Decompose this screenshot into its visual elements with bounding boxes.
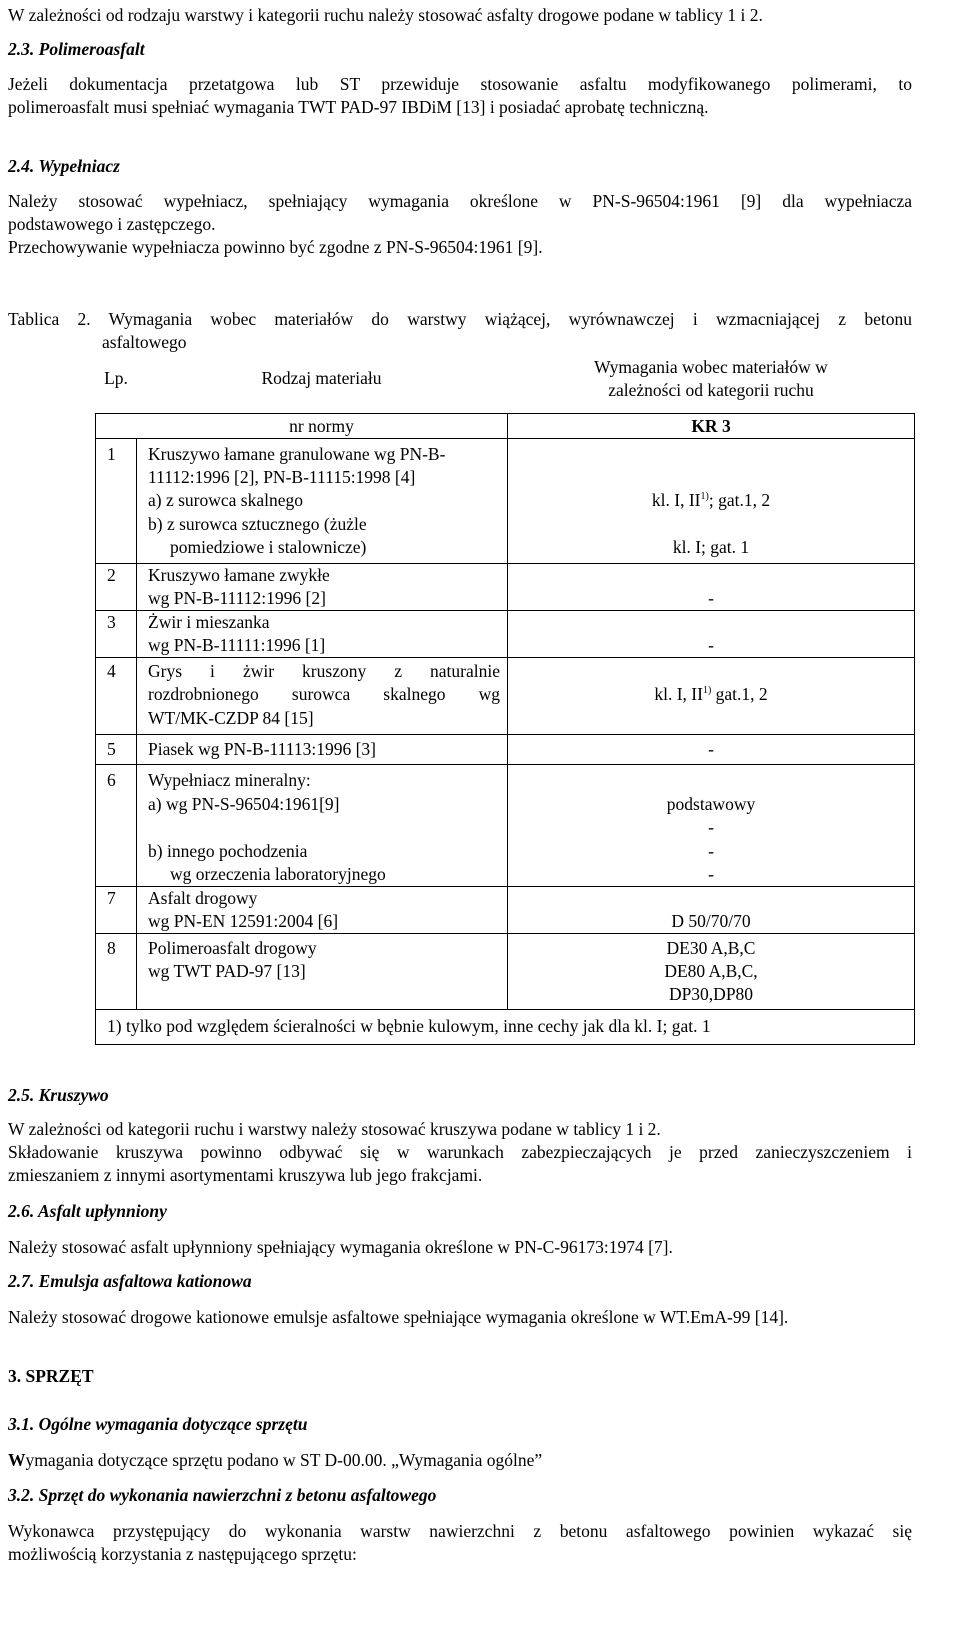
- row-6-value-1: podstawowy: [666, 794, 756, 814]
- section-3-1-heading: [8, 1413, 307, 1436]
- section-2-3-title: Polimeroasfalt: [38, 39, 145, 59]
- section-2-3-heading: [8, 38, 145, 61]
- row-8-number: 8: [107, 938, 116, 958]
- footnote-marker: 1): [702, 685, 712, 697]
- table-rule: [95, 413, 915, 414]
- table-rule: [95, 734, 915, 735]
- table-rule: [95, 1044, 915, 1045]
- row-4-material-line1: Grys i żwir kruszony z naturalnie: [148, 661, 500, 681]
- row-7-value: D 50/70/70: [671, 911, 751, 931]
- row-8-value-1: DE30 A,B,C: [666, 938, 756, 958]
- section-3-1-paragraph: [8, 1449, 542, 1472]
- row-3-material-line2: wg PN-B-11111:1996 [1]: [148, 635, 326, 655]
- section-3-1-paragraph-text: ymagania dotyczące sprzętu podano w ST D-00.00. „Wymagania ogólne”: [25, 1450, 543, 1470]
- row-3-value: -: [708, 635, 714, 655]
- section-2-5-paragraph-line1: W zależności od kategorii ruchu i warstwy należy stosować kruszywa podane w tablicy 1 i 2.: [8, 1119, 661, 1139]
- row-1-value-b: kl. I; gat. 1: [672, 537, 750, 557]
- row-5-material-line1: Piasek wg PN-B-11113:1996 [3]: [148, 739, 376, 759]
- section-2-5-paragraph-line2: Składowanie kruszywa powinno odbywać się w warunkach zabezpieczających je przed zanieczyszczeniem i: [8, 1142, 912, 1162]
- row-1-material-line5: pomiedziowe i stalownicze): [170, 537, 367, 557]
- row-6-value-4: -: [708, 864, 714, 884]
- header-requirements-line2: zależności od kategorii ruchu: [608, 380, 814, 400]
- table-footnote: 1) tylko pod względem ścieralności w bębnie kulowym, inne cechy jak dla kl. I; gat. 1: [107, 1016, 711, 1036]
- section-3-1-title: Ogólne wymagania dotyczące sprzętu: [38, 1414, 308, 1434]
- section-2-5-heading: [8, 1084, 109, 1107]
- row-4-value-rest: gat.1, 2: [711, 684, 768, 704]
- section-3-2-title: Sprzęt do wykonania nawierzchni z betonu asfaltowego: [38, 1485, 437, 1505]
- section-2-3-paragraph-line1: Jeżeli dokumentacja przetatgowa lub ST przewiduje stosowanie asfaltu modyfikowanego polimerami, to: [8, 74, 912, 94]
- row-1-material-line3: a) z surowca skalnego: [148, 490, 304, 510]
- section-2-5-title: Kruszywo: [38, 1085, 109, 1105]
- row-4-value: [507, 683, 915, 706]
- row-7-material-line1: Asfalt drogowy: [148, 888, 258, 908]
- section-2-5-number: 2.5.: [8, 1085, 35, 1105]
- section-3-2-number: 3.2.: [8, 1485, 35, 1505]
- row-3-number: 3: [107, 612, 116, 632]
- row-6-value-2: -: [708, 817, 714, 837]
- row-8-material-line1: Polimeroasfalt drogowy: [148, 938, 317, 958]
- row-1-material-line4: b) z surowca sztucznego (żużle: [148, 514, 367, 534]
- section-2-3-number: 2.3.: [8, 39, 35, 59]
- section-2-4-paragraph-line1: Należy stosować wypełniacz, spełniający wymagania określone w PN-S-96504:1961 [9] dla wypełniacza: [8, 191, 912, 211]
- row-2-value: -: [708, 588, 714, 608]
- table-rule: [95, 764, 915, 765]
- row-1-number: 1: [107, 444, 116, 464]
- footnote-marker: 1): [700, 491, 709, 503]
- section-2-6-title: Asfalt upłynniony: [37, 1201, 167, 1221]
- row-4-material-line3: WT/MK-CZDP 84 [15]: [148, 708, 314, 728]
- section-2-3-paragraph-line2: polimeroasfalt musi spełniać wymagania TWT PAD-97 IBDiM [13] i posiadać aprobatę techniczną.: [8, 97, 709, 117]
- row-1-material-line2: 11112:1996 [2], PN-B-11115:1998 [4]: [148, 467, 416, 487]
- table-rule: [95, 657, 915, 658]
- section-3-1-drop-letter: W: [8, 1450, 26, 1470]
- section-2-4-heading: [8, 155, 120, 178]
- header-norm-number: nr normy: [289, 416, 354, 436]
- row-2-material-line2: wg PN-B-11112:1996 [2]: [148, 588, 326, 608]
- section-3-heading: 3. SPRZĘT: [8, 1366, 94, 1386]
- row-8-value-2: DE80 A,B,C,: [664, 961, 758, 981]
- row-6-material-line4: wg orzeczenia laboratoryjnego: [170, 864, 386, 884]
- row-6-value-3: -: [708, 841, 714, 861]
- row-1-value-a-text: kl. I, II: [651, 490, 701, 510]
- intro-text: W zależności od rodzaju warstwy i kategorii ruchu należy stosować asfalty drogowe podane w tablicy 1 i 2.: [8, 5, 763, 25]
- table-caption-line1: Tablica 2. Wymagania wobec materiałów do warstwy wiążącej, wyrównawczej i wzmacniającej z betonu: [8, 309, 912, 329]
- section-2-6-heading: [8, 1200, 167, 1223]
- section-2-7-title: Emulsja asfaltowa kationowa: [38, 1271, 252, 1291]
- row-4-number: 4: [107, 661, 116, 681]
- section-2-7-number: 2.7.: [8, 1271, 35, 1291]
- row-8-value-3: DP30,DP80: [668, 984, 754, 1004]
- section-2-6-number: 2.6.: [8, 1201, 35, 1221]
- header-requirements-line1: Wymagania wobec materiałów w: [594, 357, 828, 377]
- row-1-material-line1: Kruszywo łamane granulowane wg PN-B-: [148, 444, 446, 464]
- section-3-1-number: 3.1.: [8, 1414, 35, 1434]
- row-7-material-line2: wg PN-EN 12591:2004 [6]: [148, 911, 339, 931]
- section-2-4-title: Wypełniacz: [38, 156, 120, 176]
- row-8-material-line2: wg TWT PAD-97 [13]: [148, 961, 306, 981]
- header-material-type: Rodzaj materiału: [261, 368, 382, 388]
- section-2-4-number: 2.4.: [8, 156, 35, 176]
- table-rule: [136, 438, 137, 1009]
- row-1-value-a-rest: ; gat.1, 2: [708, 490, 771, 510]
- section-2-6-paragraph: Należy stosować asfalt upłynniony spełniający wymagania określone w PN-C-96173:1974 [7].: [8, 1237, 673, 1257]
- section-2-7-heading: [8, 1270, 252, 1293]
- section-2-5-paragraph-line3: zmieszaniem z innymi asortymentami kruszywa lub jego frakcjami.: [8, 1165, 483, 1185]
- table-rule: [95, 438, 915, 439]
- row-6-material-line2: a) wg PN-S-96504:1961[9]: [148, 794, 340, 814]
- table-rule: [95, 1009, 915, 1010]
- section-3-2-paragraph-line2: możliwością korzystania z następującego sprzętu:: [8, 1544, 357, 1564]
- header-lp: Lp.: [104, 368, 128, 388]
- table-rule: [95, 933, 915, 934]
- row-2-material-line1: Kruszywo łamane zwykłe: [148, 565, 330, 585]
- row-1-value-a: [507, 489, 915, 512]
- row-2-number: 2: [107, 565, 116, 585]
- row-5-value: -: [708, 739, 714, 759]
- row-6-material-line3: b) innego pochodzenia: [148, 841, 308, 861]
- table-caption-line2: asfaltowego: [102, 332, 187, 352]
- row-6-number: 6: [107, 770, 116, 790]
- row-7-number: 7: [107, 888, 116, 908]
- header-traffic-category: KR 3: [691, 416, 731, 436]
- section-3-2-paragraph-line1: Wykonawca przystępujący do wykonania warstw nawierzchni z betonu asfaltowego powinien wykazać się: [8, 1521, 912, 1541]
- row-3-material-line1: Żwir i mieszanka: [148, 612, 270, 632]
- section-2-4-paragraph-line2: podstawowego i zastępczego.: [8, 214, 216, 234]
- row-4-value-text: kl. I, II: [654, 684, 703, 704]
- row-6-material-line1: Wypełniacz mineralny:: [148, 770, 311, 790]
- section-2-4-paragraph-line3: Przechowywanie wypełniacza powinno być zgodne z PN-S-96504:1961 [9].: [8, 237, 543, 257]
- section-3-2-heading: [8, 1484, 436, 1507]
- section-2-7-paragraph: Należy stosować drogowe kationowe emulsje asfaltowe spełniające wymagania określone w WT.EmA-99 [14].: [8, 1307, 789, 1327]
- row-4-material-line2: rozdrobnionego surowca skalnego wg: [148, 684, 500, 704]
- row-5-number: 5: [107, 739, 116, 759]
- table-rule: [95, 413, 96, 1044]
